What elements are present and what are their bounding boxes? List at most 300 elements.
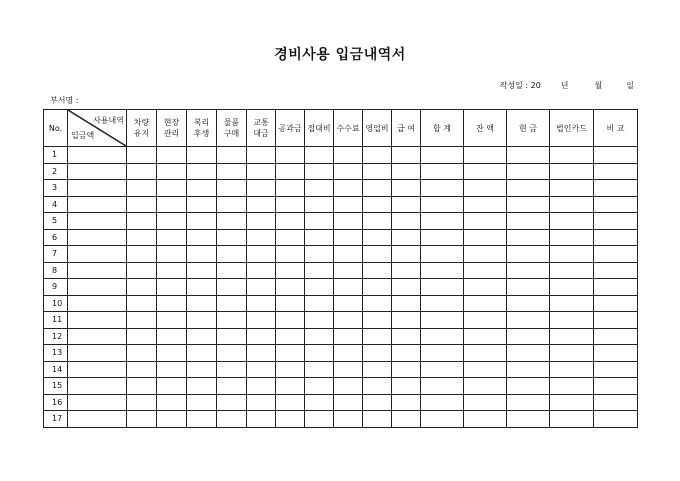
entry-cell[interactable]	[392, 147, 421, 164]
entry-cell[interactable]	[421, 312, 464, 329]
entry-cell[interactable]	[187, 394, 217, 411]
entry-cell[interactable]	[334, 345, 363, 362]
entry-cell[interactable]	[421, 180, 464, 197]
entry-cell[interactable]	[550, 328, 594, 345]
entry-cell[interactable]	[421, 411, 464, 428]
entry-cell[interactable]	[247, 328, 276, 345]
entry-cell[interactable]	[217, 295, 247, 312]
entry-cell[interactable]	[187, 246, 217, 263]
entry-cell[interactable]	[157, 246, 187, 263]
entry-cell[interactable]	[157, 196, 187, 213]
entry-cell[interactable]	[507, 213, 550, 230]
entry-cell[interactable]	[127, 229, 157, 246]
entry-cell[interactable]	[507, 411, 550, 428]
entry-cell[interactable]	[305, 328, 334, 345]
entry-cell[interactable]	[276, 163, 305, 180]
entry-cell[interactable]	[68, 262, 127, 279]
entry-cell[interactable]	[187, 163, 217, 180]
entry-cell[interactable]	[594, 246, 638, 263]
entry-cell[interactable]	[127, 246, 157, 263]
entry-cell[interactable]	[157, 147, 187, 164]
row-number: 11	[44, 312, 68, 329]
entry-cell[interactable]	[157, 163, 187, 180]
entry-cell[interactable]	[187, 213, 217, 230]
entry-cell[interactable]	[305, 394, 334, 411]
entry-cell[interactable]	[127, 295, 157, 312]
entry-cell[interactable]	[594, 411, 638, 428]
entry-cell[interactable]	[334, 328, 363, 345]
entry-cell[interactable]	[392, 295, 421, 312]
entry-cell[interactable]	[68, 147, 127, 164]
row-number: 16	[44, 394, 68, 411]
entry-cell[interactable]	[247, 229, 276, 246]
entry-cell[interactable]	[363, 312, 392, 329]
entry-cell[interactable]	[464, 180, 507, 197]
entry-cell[interactable]	[594, 163, 638, 180]
entry-cell[interactable]	[507, 229, 550, 246]
entry-cell[interactable]	[217, 279, 247, 296]
entry-cell[interactable]	[594, 229, 638, 246]
entry-cell[interactable]	[305, 163, 334, 180]
entry-cell[interactable]	[127, 361, 157, 378]
entry-cell[interactable]	[187, 312, 217, 329]
entry-cell[interactable]	[507, 180, 550, 197]
entry-cell[interactable]	[68, 328, 127, 345]
entry-cell[interactable]	[507, 312, 550, 329]
entry-cell[interactable]	[276, 213, 305, 230]
entry-cell[interactable]	[305, 229, 334, 246]
entry-cell[interactable]	[594, 147, 638, 164]
entry-cell[interactable]	[421, 163, 464, 180]
entry-cell[interactable]	[464, 345, 507, 362]
entry-cell[interactable]	[464, 394, 507, 411]
entry-cell[interactable]	[247, 411, 276, 428]
entry-cell[interactable]	[247, 279, 276, 296]
entry-cell[interactable]	[392, 279, 421, 296]
entry-cell[interactable]	[187, 147, 217, 164]
entry-cell[interactable]	[68, 213, 127, 230]
table-row	[44, 262, 638, 279]
entry-cell[interactable]	[421, 147, 464, 164]
header-usage-label: 사용내역	[93, 116, 124, 125]
entry-cell[interactable]	[68, 345, 127, 362]
entry-cell[interactable]	[550, 229, 594, 246]
entry-cell[interactable]	[157, 279, 187, 296]
entry-cell[interactable]	[305, 345, 334, 362]
entry-cell[interactable]	[507, 163, 550, 180]
entry-cell[interactable]	[305, 378, 334, 395]
entry-cell[interactable]	[392, 411, 421, 428]
entry-cell[interactable]	[305, 279, 334, 296]
entry-cell[interactable]	[127, 312, 157, 329]
entry-cell[interactable]	[464, 147, 507, 164]
entry-cell[interactable]	[334, 246, 363, 263]
entry-cell[interactable]	[127, 213, 157, 230]
entry-cell[interactable]	[363, 411, 392, 428]
entry-cell[interactable]	[217, 361, 247, 378]
entry-cell[interactable]	[127, 411, 157, 428]
entry-cell[interactable]	[157, 295, 187, 312]
entry-cell[interactable]	[507, 262, 550, 279]
entry-cell[interactable]	[68, 411, 127, 428]
entry-cell[interactable]	[594, 196, 638, 213]
entry-cell[interactable]	[127, 378, 157, 395]
entry-cell[interactable]	[276, 180, 305, 197]
entry-cell[interactable]	[276, 295, 305, 312]
entry-cell[interactable]	[550, 312, 594, 329]
entry-cell[interactable]	[68, 295, 127, 312]
entry-cell[interactable]	[392, 394, 421, 411]
entry-cell[interactable]	[334, 295, 363, 312]
table-row	[44, 312, 638, 329]
entry-cell[interactable]	[187, 262, 217, 279]
header-row	[44, 110, 638, 147]
entry-cell[interactable]	[276, 196, 305, 213]
entry-cell[interactable]	[157, 411, 187, 428]
header-col-line: 구매	[223, 129, 240, 138]
entry-cell[interactable]	[157, 378, 187, 395]
entry-cell[interactable]	[276, 361, 305, 378]
entry-cell[interactable]	[363, 262, 392, 279]
entry-cell[interactable]	[507, 361, 550, 378]
entry-cell[interactable]	[217, 196, 247, 213]
header-col-8	[363, 110, 392, 147]
entry-cell[interactable]	[276, 378, 305, 395]
entry-cell[interactable]	[276, 312, 305, 329]
header-col-line: 수수료	[336, 123, 360, 133]
entry-cell[interactable]	[68, 196, 127, 213]
entry-cell[interactable]	[68, 246, 127, 263]
entry-cell[interactable]	[594, 213, 638, 230]
entry-cell[interactable]	[157, 180, 187, 197]
entry-cell[interactable]	[187, 196, 217, 213]
entry-cell[interactable]	[392, 328, 421, 345]
entry-cell[interactable]	[464, 361, 507, 378]
entry-cell[interactable]	[305, 312, 334, 329]
entry-cell[interactable]	[464, 312, 507, 329]
entry-cell[interactable]	[247, 180, 276, 197]
entry-cell[interactable]	[594, 361, 638, 378]
entry-cell[interactable]	[392, 345, 421, 362]
entry-cell[interactable]	[217, 229, 247, 246]
entry-cell[interactable]	[507, 328, 550, 345]
entry-cell[interactable]	[507, 196, 550, 213]
entry-cell[interactable]	[217, 312, 247, 329]
entry-cell[interactable]	[334, 361, 363, 378]
entry-cell[interactable]	[363, 229, 392, 246]
entry-cell[interactable]	[157, 345, 187, 362]
entry-cell[interactable]	[334, 147, 363, 164]
entry-cell[interactable]	[421, 345, 464, 362]
row-number: 2	[44, 163, 68, 180]
entry-cell[interactable]	[276, 394, 305, 411]
entry-cell[interactable]	[187, 378, 217, 395]
entry-cell[interactable]	[276, 345, 305, 362]
entry-cell[interactable]	[334, 411, 363, 428]
header-diagonal-cell	[68, 110, 127, 147]
entry-cell[interactable]	[68, 361, 127, 378]
entry-cell[interactable]	[127, 328, 157, 345]
entry-cell[interactable]	[157, 229, 187, 246]
entry-cell[interactable]	[334, 180, 363, 197]
entry-cell[interactable]	[305, 246, 334, 263]
entry-cell[interactable]	[392, 196, 421, 213]
entry-cell[interactable]	[550, 180, 594, 197]
entry-cell[interactable]	[464, 262, 507, 279]
entry-cell[interactable]	[187, 229, 217, 246]
entry-cell[interactable]	[594, 328, 638, 345]
entry-cell[interactable]	[276, 147, 305, 164]
table-row	[44, 180, 638, 197]
header-col-line: 합 계	[433, 123, 451, 133]
entry-cell[interactable]	[127, 279, 157, 296]
entry-cell[interactable]	[305, 411, 334, 428]
entry-cell[interactable]	[421, 229, 464, 246]
header-col-4	[247, 110, 276, 147]
entry-cell[interactable]	[217, 345, 247, 362]
entry-cell[interactable]	[127, 180, 157, 197]
entry-cell[interactable]	[157, 361, 187, 378]
entry-cell[interactable]	[392, 361, 421, 378]
entry-cell[interactable]	[68, 180, 127, 197]
entry-cell[interactable]	[421, 361, 464, 378]
entry-cell[interactable]	[507, 394, 550, 411]
entry-cell[interactable]	[392, 262, 421, 279]
entry-cell[interactable]	[68, 279, 127, 296]
entry-cell[interactable]	[550, 246, 594, 263]
entry-cell[interactable]	[247, 361, 276, 378]
entry-cell[interactable]	[464, 295, 507, 312]
entry-cell[interactable]	[334, 394, 363, 411]
entry-cell[interactable]	[334, 279, 363, 296]
entry-cell[interactable]	[276, 279, 305, 296]
entry-cell[interactable]	[334, 196, 363, 213]
entry-cell[interactable]	[68, 163, 127, 180]
entry-cell[interactable]	[392, 213, 421, 230]
entry-cell[interactable]	[247, 345, 276, 362]
entry-cell[interactable]	[127, 262, 157, 279]
entry-cell[interactable]	[247, 196, 276, 213]
entry-cell[interactable]	[464, 279, 507, 296]
entry-cell[interactable]	[594, 394, 638, 411]
entry-cell[interactable]	[363, 279, 392, 296]
entry-cell[interactable]	[187, 411, 217, 428]
entry-cell[interactable]	[127, 196, 157, 213]
entry-cell[interactable]	[187, 295, 217, 312]
entry-cell[interactable]	[464, 246, 507, 263]
entry-cell[interactable]	[247, 246, 276, 263]
entry-cell[interactable]	[247, 295, 276, 312]
entry-cell[interactable]	[363, 394, 392, 411]
entry-cell[interactable]	[363, 180, 392, 197]
entry-cell[interactable]	[68, 394, 127, 411]
entry-cell[interactable]	[217, 163, 247, 180]
entry-cell[interactable]	[68, 378, 127, 395]
entry-cell[interactable]	[392, 378, 421, 395]
entry-cell[interactable]	[217, 246, 247, 263]
entry-cell[interactable]	[363, 378, 392, 395]
entry-cell[interactable]	[363, 345, 392, 362]
entry-cell[interactable]	[217, 213, 247, 230]
entry-cell[interactable]	[550, 378, 594, 395]
entry-cell[interactable]	[334, 312, 363, 329]
row-number: 1	[44, 147, 68, 164]
entry-cell[interactable]	[392, 229, 421, 246]
entry-cell[interactable]	[594, 279, 638, 296]
entry-cell[interactable]	[276, 411, 305, 428]
entry-cell[interactable]	[247, 262, 276, 279]
entry-cell[interactable]	[550, 147, 594, 164]
entry-cell[interactable]	[157, 312, 187, 329]
entry-cell[interactable]	[217, 394, 247, 411]
entry-cell[interactable]	[550, 411, 594, 428]
entry-cell[interactable]	[507, 345, 550, 362]
entry-cell[interactable]	[187, 279, 217, 296]
entry-cell[interactable]	[363, 147, 392, 164]
entry-cell[interactable]	[507, 147, 550, 164]
entry-cell[interactable]	[507, 295, 550, 312]
entry-cell[interactable]	[247, 312, 276, 329]
entry-cell[interactable]	[421, 295, 464, 312]
entry-cell[interactable]	[550, 213, 594, 230]
entry-cell[interactable]	[276, 328, 305, 345]
entry-cell[interactable]	[305, 147, 334, 164]
entry-cell[interactable]	[392, 180, 421, 197]
entry-cell[interactable]	[507, 279, 550, 296]
row-number: 7	[44, 246, 68, 263]
entry-cell[interactable]	[550, 394, 594, 411]
entry-cell[interactable]	[363, 295, 392, 312]
header-col-line: 대금	[253, 129, 269, 138]
entry-cell[interactable]	[594, 262, 638, 279]
entry-cell[interactable]	[363, 328, 392, 345]
entry-cell[interactable]	[550, 361, 594, 378]
entry-cell[interactable]	[464, 196, 507, 213]
entry-cell[interactable]	[157, 213, 187, 230]
entry-cell[interactable]	[305, 180, 334, 197]
entry-cell[interactable]	[550, 295, 594, 312]
entry-cell[interactable]	[247, 378, 276, 395]
entry-cell[interactable]	[127, 394, 157, 411]
entry-cell[interactable]	[550, 345, 594, 362]
entry-cell[interactable]	[507, 246, 550, 263]
entry-cell[interactable]	[305, 295, 334, 312]
entry-cell[interactable]	[421, 246, 464, 263]
entry-cell[interactable]	[594, 295, 638, 312]
row-number: 10	[44, 295, 68, 312]
row-number: 3	[44, 180, 68, 197]
entry-cell[interactable]	[507, 378, 550, 395]
entry-cell[interactable]	[276, 262, 305, 279]
entry-cell[interactable]	[464, 229, 507, 246]
entry-cell[interactable]	[217, 328, 247, 345]
entry-cell[interactable]	[421, 328, 464, 345]
entry-cell[interactable]	[68, 312, 127, 329]
entry-cell[interactable]	[464, 213, 507, 230]
row-number: 12	[44, 328, 68, 345]
entry-cell[interactable]	[247, 394, 276, 411]
entry-cell[interactable]	[594, 180, 638, 197]
entry-cell[interactable]	[334, 213, 363, 230]
entry-cell[interactable]	[421, 279, 464, 296]
entry-cell[interactable]	[392, 312, 421, 329]
entry-cell[interactable]	[594, 345, 638, 362]
entry-cell[interactable]	[217, 180, 247, 197]
entry-cell[interactable]	[464, 163, 507, 180]
entry-cell[interactable]	[421, 394, 464, 411]
header-col-6	[305, 110, 334, 147]
entry-cell[interactable]	[363, 213, 392, 230]
entry-cell[interactable]	[334, 229, 363, 246]
entry-cell[interactable]	[187, 328, 217, 345]
entry-cell[interactable]	[421, 378, 464, 395]
entry-cell[interactable]	[276, 229, 305, 246]
header-col-line: 후생	[193, 129, 210, 138]
entry-cell[interactable]	[305, 213, 334, 230]
entry-cell[interactable]	[217, 147, 247, 164]
entry-cell[interactable]	[464, 411, 507, 428]
header-col-line: 법인카드	[556, 123, 587, 133]
entry-cell[interactable]	[157, 394, 187, 411]
entry-cell[interactable]	[305, 361, 334, 378]
entry-cell[interactable]	[363, 246, 392, 263]
entry-cell[interactable]	[247, 213, 276, 230]
entry-cell[interactable]	[464, 328, 507, 345]
entry-cell[interactable]	[363, 196, 392, 213]
entry-cell[interactable]	[157, 328, 187, 345]
entry-cell[interactable]	[594, 312, 638, 329]
entry-cell[interactable]	[127, 163, 157, 180]
entry-cell[interactable]	[157, 262, 187, 279]
row-number: 13	[44, 345, 68, 362]
entry-cell[interactable]	[594, 378, 638, 395]
entry-cell[interactable]	[363, 163, 392, 180]
entry-cell[interactable]	[217, 262, 247, 279]
entry-cell[interactable]	[276, 246, 305, 263]
entry-cell[interactable]	[334, 262, 363, 279]
entry-cell[interactable]	[550, 196, 594, 213]
entry-cell[interactable]	[68, 229, 127, 246]
entry-cell[interactable]	[247, 163, 276, 180]
table-row	[44, 147, 638, 164]
entry-cell[interactable]	[334, 378, 363, 395]
table-row	[44, 279, 638, 296]
entry-cell[interactable]	[421, 213, 464, 230]
entry-cell[interactable]	[187, 180, 217, 197]
entry-cell[interactable]	[127, 147, 157, 164]
entry-cell[interactable]	[392, 163, 421, 180]
entry-cell[interactable]	[464, 378, 507, 395]
entry-cell[interactable]	[421, 262, 464, 279]
entry-cell[interactable]	[217, 378, 247, 395]
header-col-line: 복리	[193, 118, 210, 127]
entry-cell[interactable]	[421, 196, 464, 213]
entry-cell[interactable]	[187, 361, 217, 378]
entry-cell[interactable]	[550, 262, 594, 279]
entry-cell[interactable]	[305, 196, 334, 213]
header-col-line: 현장	[163, 118, 180, 127]
entry-cell[interactable]	[305, 262, 334, 279]
entry-cell[interactable]	[550, 163, 594, 180]
entry-cell[interactable]	[392, 246, 421, 263]
entry-cell[interactable]	[247, 147, 276, 164]
entry-cell[interactable]	[217, 411, 247, 428]
entry-cell[interactable]	[334, 163, 363, 180]
entry-cell[interactable]	[550, 279, 594, 296]
entry-cell[interactable]	[127, 345, 157, 362]
entry-cell[interactable]	[187, 345, 217, 362]
entry-cell[interactable]	[363, 361, 392, 378]
